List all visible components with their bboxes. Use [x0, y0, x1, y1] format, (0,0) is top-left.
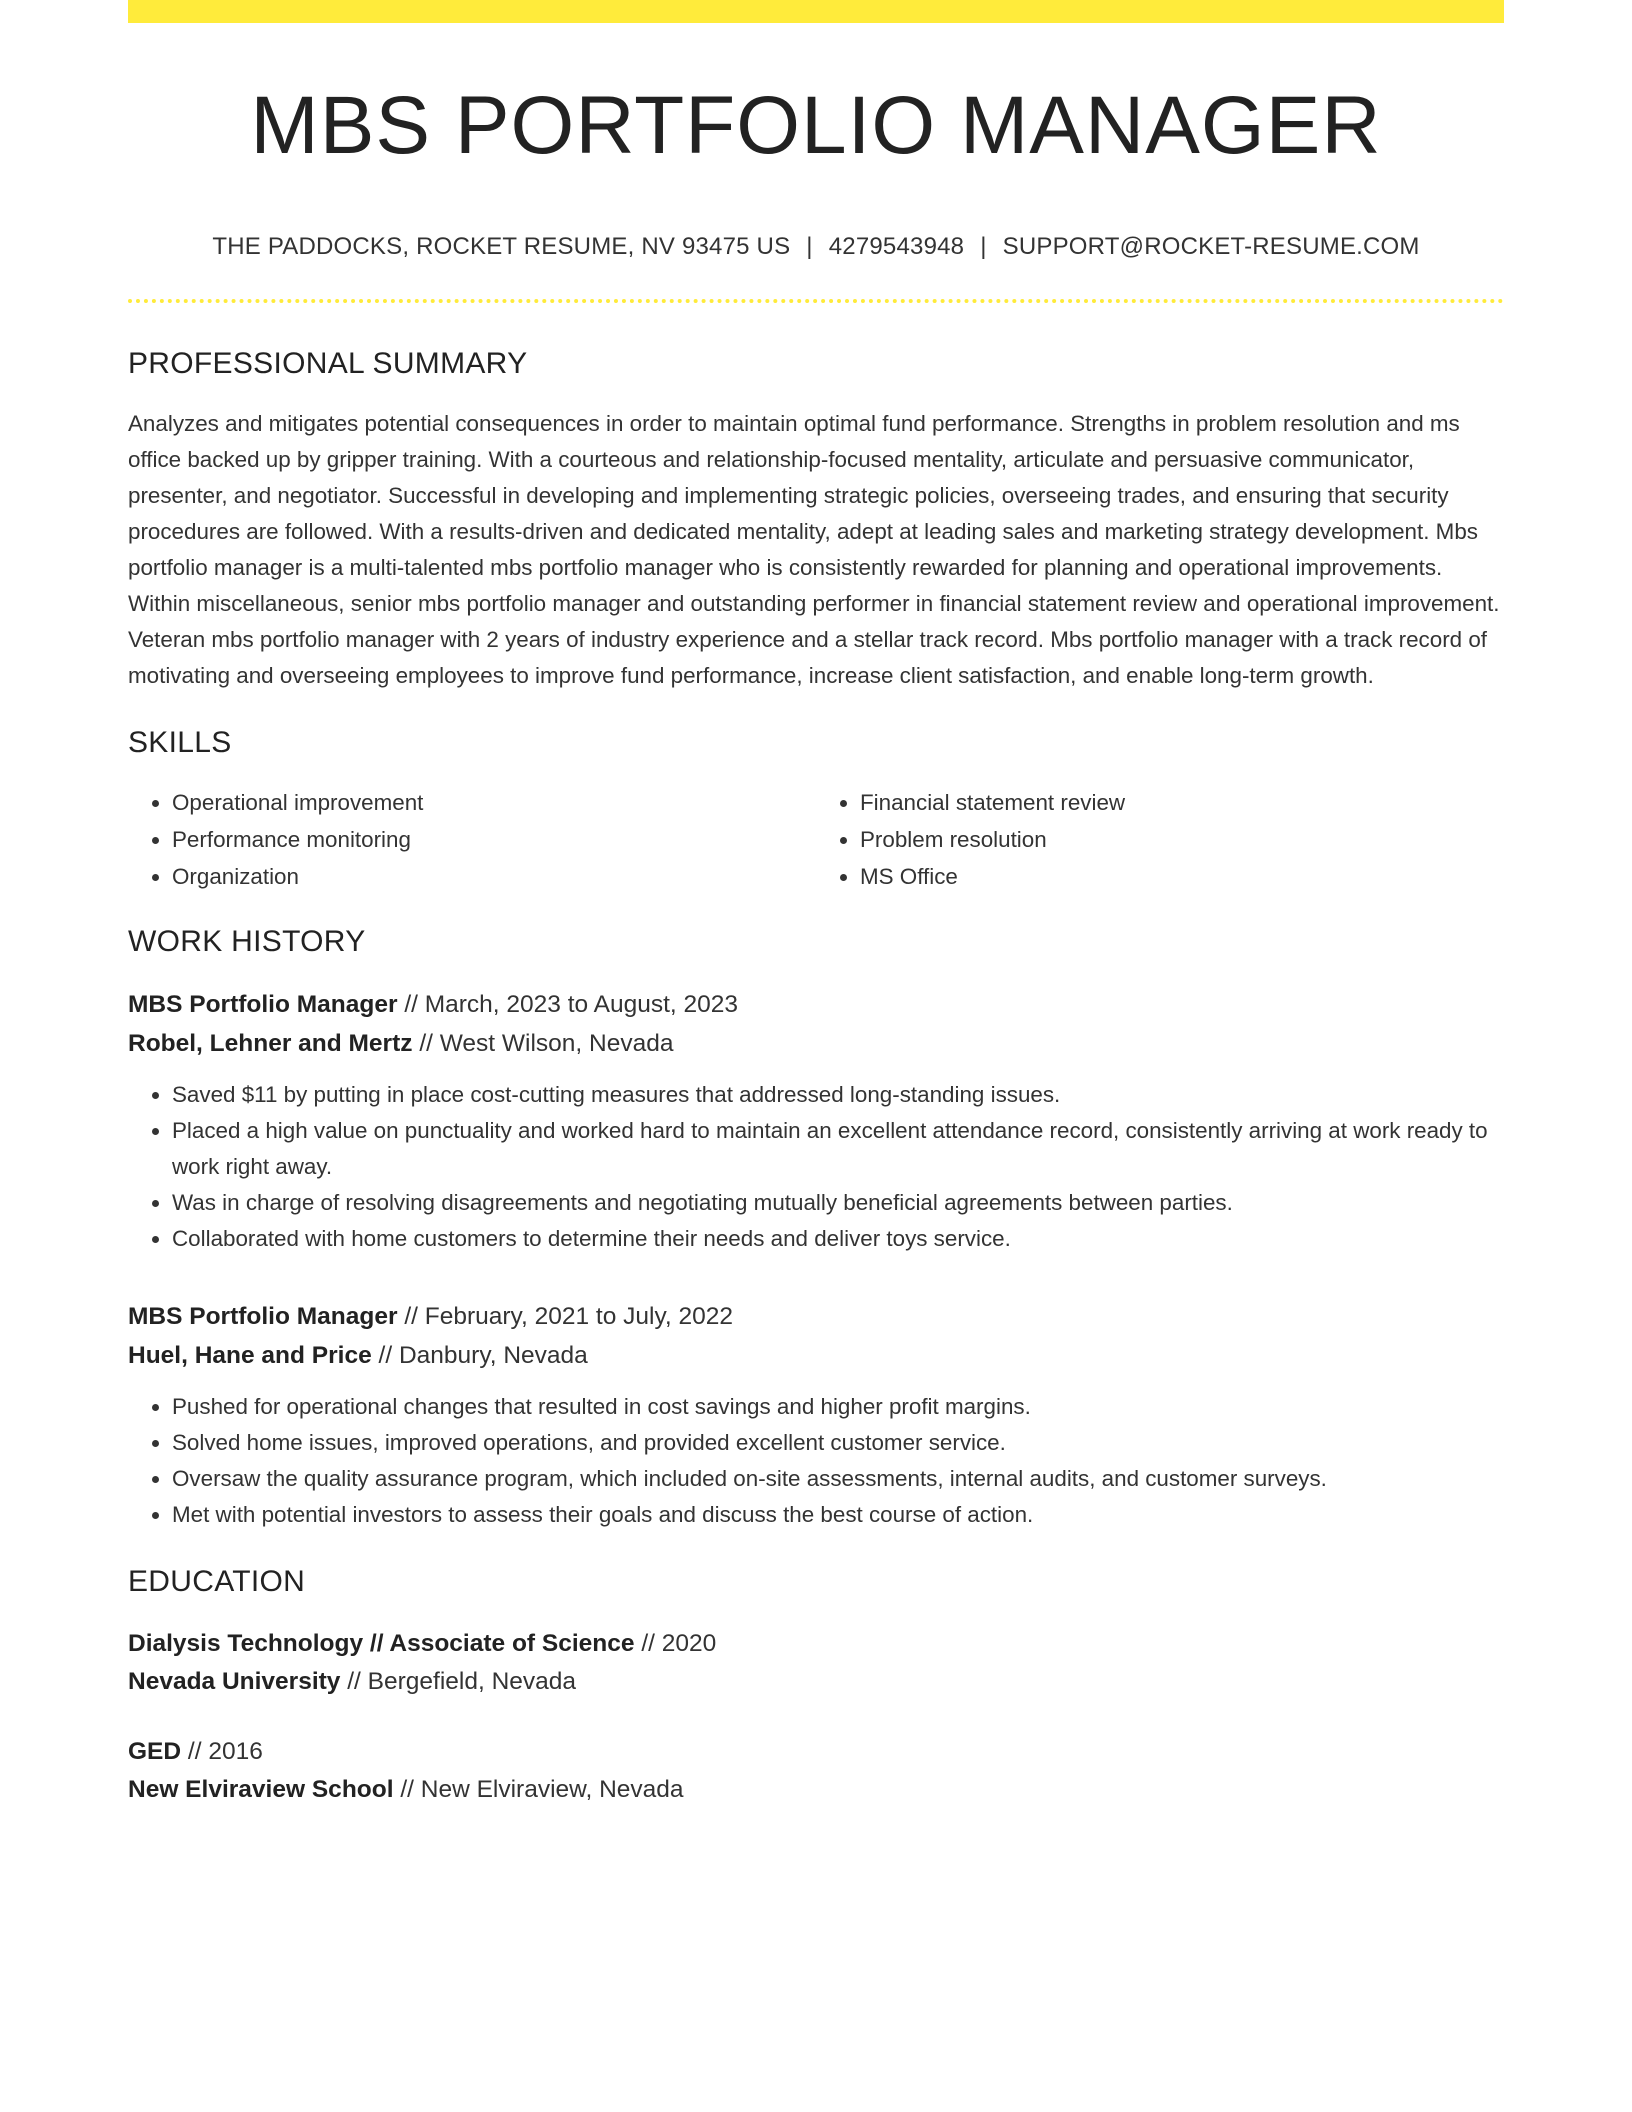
work-history-heading: WORK HISTORY — [128, 925, 366, 958]
education-degree: Dialysis Technology // Associate of Science — [128, 1630, 635, 1657]
job-bullet: • Solved home issues, improved operations, and provided excellent customer service. — [172, 1425, 1504, 1461]
job-entry — [128, 1297, 1504, 1533]
job-bullets — [128, 1077, 1504, 1257]
job-location: // Danbury, Nevada — [371, 1342, 588, 1369]
skills-list — [128, 784, 1504, 895]
job-company-line — [128, 1024, 1504, 1063]
skill-item: • Organization — [172, 858, 816, 895]
contact-line — [128, 233, 1504, 261]
accent-bar — [128, 0, 1504, 23]
job-location: // West Wilson, Nevada — [412, 1030, 674, 1057]
job-bullet: • Saved $11 by putting in place cost-cutting measures that addressed long-standing issues. — [172, 1077, 1504, 1113]
skill-item: • Problem resolution — [860, 821, 1504, 858]
skill-item: • Operational improvement — [172, 784, 816, 821]
job-bullet: • Oversaw the quality assurance program, which included on-site assessments, internal audits, and customer surveys. — [172, 1461, 1504, 1497]
job-bullets — [128, 1389, 1504, 1533]
contact-address: THE PADDOCKS, ROCKET RESUME, NV 93475 US — [212, 233, 791, 260]
education-school: Nevada University — [128, 1668, 341, 1695]
skills-column-left — [128, 784, 816, 895]
education-location: // Bergefield, Nevada — [340, 1668, 577, 1695]
job-role: MBS Portfolio Manager — [128, 991, 398, 1018]
skills-heading: SKILLS — [128, 726, 232, 759]
job-company: Robel, Lehner and Mertz — [128, 1030, 413, 1057]
education-year: // 2020 — [634, 1630, 717, 1657]
job-dates: // March, 2023 to August, 2023 — [397, 991, 739, 1018]
job-dates: // February, 2021 to July, 2022 — [397, 1303, 733, 1330]
education-entry — [128, 1625, 1504, 1701]
skills-column-right — [816, 784, 1504, 895]
contact-phone: 4279543948 — [828, 233, 965, 260]
skill-item: • Financial statement review — [860, 784, 1504, 821]
skill-item: • Performance monitoring — [172, 821, 816, 858]
education-location: // New Elviraview, Nevada — [393, 1776, 684, 1803]
education-school: New Elviraview School — [128, 1776, 394, 1803]
contact-separator: | — [806, 233, 813, 260]
resume-page — [128, 0, 1504, 1809]
summary-text: Analyzes and mitigates potential consequences in order to maintain optimal fund performance. Strengths in problem resolution and ms office backed up by gripper training. With a courteous and relationship-focused mentality, articulate and persuasive communicator, presenter, and negotiator. Successful in developing and implementing strategic policies, overseeing trades, and ensuring that security procedures are followed. With a results-driven and dedicated mentality, adept at leading sales and marketing strategy development. Mbs portfolio manager is a multi-talented mbs portfolio manager who is consistently rewarded for planning and operational improvements. Within miscellaneous, senior mbs portfolio manager and outstanding performer in financial statement review and operational improvement. Veteran mbs portfolio manager with 2 years of industry experience and a stellar track record. Mbs portfolio manager with a track record of motivating and overseeing employees to improve fund performance, increase client satisfaction, and enable long-term growth. — [128, 411, 1500, 688]
job-bullet: • Collaborated with home customers to determine their needs and deliver toys service. — [172, 1221, 1504, 1257]
education-school-line — [128, 1663, 1504, 1701]
skill-item: • MS Office — [860, 858, 1504, 895]
job-role: MBS Portfolio Manager — [128, 1303, 398, 1330]
job-company-line — [128, 1336, 1504, 1375]
contact-email: SUPPORT@ROCKET-RESUME.COM — [1002, 233, 1420, 260]
summary-heading: PROFESSIONAL SUMMARY — [128, 347, 528, 380]
education-entry — [128, 1733, 1504, 1809]
education-school-line — [128, 1771, 1504, 1809]
job-title-line — [128, 985, 1504, 1024]
contact-separator: | — [980, 233, 987, 260]
education-degree-line — [128, 1733, 1504, 1771]
job-entry — [128, 985, 1504, 1257]
resume-name: MBS PORTFOLIO MANAGER — [250, 80, 1382, 171]
job-title-line — [128, 1297, 1504, 1336]
education-year: // 2016 — [181, 1738, 263, 1765]
job-bullet: • Placed a high value on punctuality and worked hard to maintain an excellent attendance record, consistently arriving at work ready to work right away. — [172, 1113, 1504, 1185]
education-degree: GED — [128, 1738, 182, 1765]
job-company: Huel, Hane and Price — [128, 1342, 372, 1369]
education-heading: EDUCATION — [128, 1565, 306, 1598]
job-bullet: • Pushed for operational changes that resulted in cost savings and higher profit margins. — [172, 1389, 1504, 1425]
job-bullet: • Was in charge of resolving disagreements and negotiating mutually beneficial agreements between parties. — [172, 1185, 1504, 1221]
education-degree-line — [128, 1625, 1504, 1663]
header-divider — [128, 299, 1504, 303]
job-bullet: • Met with potential investors to assess their goals and discuss the best course of action. — [172, 1497, 1504, 1533]
